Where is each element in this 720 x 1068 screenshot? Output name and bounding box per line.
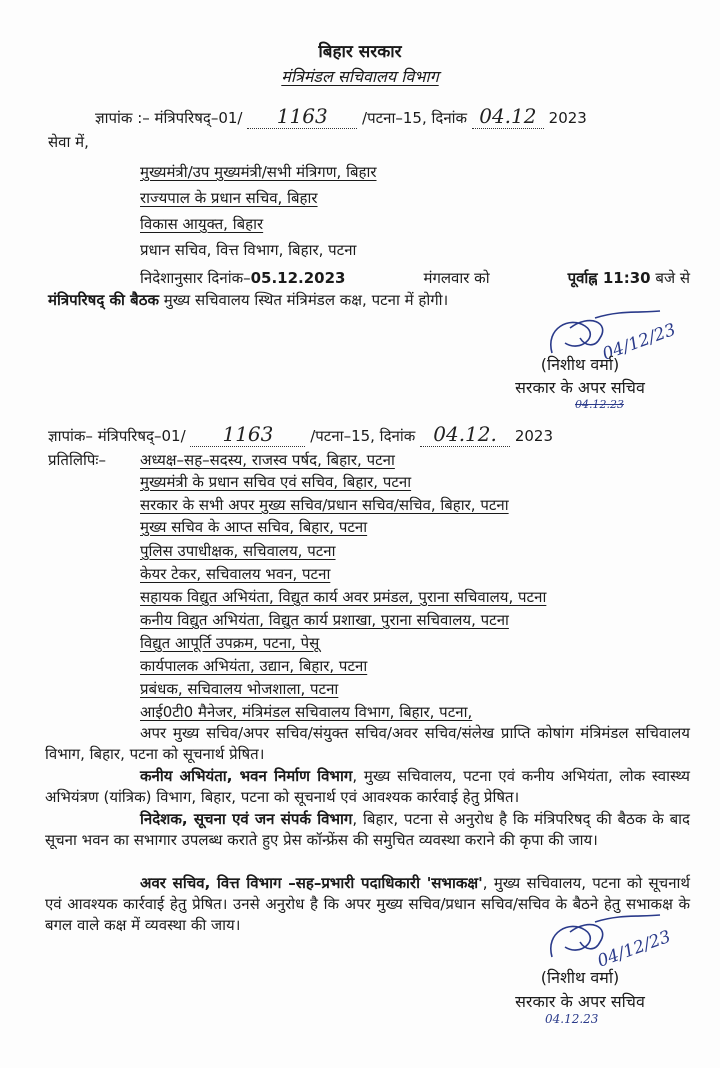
recipient: प्रधान सचिव, वित्त विभाग, बिहार, पटना (140, 241, 357, 259)
signatory-name: (निशीथ वर्मा) (540, 968, 620, 987)
copy-item: सरकार के सभी अपर मुख्य सचिव/प्रधान सचिव/सचिव, बिहार, पटना (140, 496, 509, 514)
signatory-name: (निशीथ वर्मा) (540, 355, 620, 374)
memo-mid: /पटना–15, दिनांक (310, 427, 416, 445)
initial-date: 04.12.23 (575, 398, 624, 411)
copy-label: प्रतिलिपिः– (48, 451, 106, 469)
memo-number: 1163 (222, 422, 274, 446)
government-title: बिहार सरकार (318, 42, 402, 62)
meeting-date: 05.12.2023 (250, 269, 346, 287)
svg-text:04/12/23: 04/12/23 (599, 319, 679, 365)
paragraph: निदेशक, सूचना एवं जन संपर्क विभाग, बिहार, पटना से अनुरोध है कि मंत्रिपरिषद् की बैठक के बाद सूचना भवन का सभागार उपलब्ध कराते हुए प्रेस कॉन्फ्रेंस की समुचित व्यवस्था कराने की कृपा की जाय। (45, 810, 691, 849)
recipient: राज्यपाल के प्रधान सचिव, बिहार (140, 189, 318, 207)
copy-item: विद्युत आपूर्ति उपक्रम, पटना, पेसू (140, 634, 320, 652)
initial-date: 04.12.23 (545, 1012, 599, 1026)
copy-item: अध्यक्ष–सह–सदस्य, राजस्व पर्षद, बिहार, पटना (140, 451, 395, 469)
paragraph: अवर सचिव, वित्त विभाग –सह–प्रभारी पदाधिकारी 'सभाकक्ष', मुख्य सचिवालय, पटना को सूचनार्थ एवं आवश्यक कार्रवाई हेतु प्रेषित। उनसे अनुरोध है कि अपर मुख्य सचिव/प्रधान सचिव/सचिव के बैठने हेतु सभाकक्ष के बगल वाले कक्ष में व्यवस्था की जाय। (45, 874, 691, 934)
signatory-designation: सरकार के अपर सचिव (515, 378, 645, 397)
memo-year: 2023 (514, 427, 554, 445)
signature-icon (540, 912, 690, 972)
paragraph: कनीय अभियंता, भवन निर्माण विभाग, मुख्य सचिवालय, पटना एवं कनीय अभियंता, लोक स्वास्थ्य अभियंत्रण (यांत्रिक) विभाग, बिहार, पटना को सूचनार्थ एवं आवश्यक कार्रवाई हेतु प्रेषित। (45, 767, 690, 806)
memo-reference-2 (48, 424, 553, 447)
memo-prefix: ज्ञापांक :– मंत्रिपरिषद्–01/ (95, 109, 243, 127)
memo-mid: /पटना–15, दिनांक (362, 109, 468, 127)
svg-text:04/12/23: 04/12/23 (594, 926, 674, 972)
memo-date: 04.12 (479, 104, 537, 128)
memo-number: 1163 (276, 104, 328, 128)
recipient: मुख्यमंत्री/उप मुख्यमंत्री/सभी मंत्रिगण, बिहार (140, 163, 377, 181)
copy-item: मुख्यमंत्री के प्रधान सचिव एवं सचिव, बिहार, पटना (140, 473, 412, 491)
salutation: सेवा में, (48, 133, 89, 151)
meeting-time: पूर्वाह्न 11:30 (567, 269, 651, 287)
notice-line-1: निदेशानुसार दिनांक–05.12.2023 मंगलवार को पूर्वाह्न 11:30 बजे से (140, 269, 690, 287)
copy-item: कार्यपालक अभियंता, उद्यान, बिहार, पटना (140, 657, 368, 675)
recipient: विकास आयुक्त, बिहार (140, 215, 264, 233)
department-subtitle: मंत्रिमंडल सचिवालय विभाग (281, 67, 439, 86)
memo-reference-1 (95, 106, 587, 129)
copy-item: पुलिस उपाधीक्षक, सचिवालय, पटना (140, 542, 336, 560)
copy-item: मुख्य सचिव के आप्त सचिव, बिहार, पटना (140, 518, 368, 536)
notice-line-2: मंत्रिपरिषद् की बैठक मुख्य सचिवालय स्थित मंत्रिमंडल कक्ष, पटना में होगी। (48, 291, 449, 309)
memo-date: 04.12. (433, 422, 497, 446)
paragraph: अपर मुख्य सचिव/अपर सचिव/संयुक्त सचिव/अवर सचिव/संलेख प्राप्ति कोषांग मंत्रिमंडल सचिवालय विभाग, बिहार, पटना को सूचनार्थ प्रेषित। (45, 724, 690, 763)
copy-item: कनीय विद्युत अभियंता, विद्युत कार्य प्रशाखा, पुराना सचिवालय, पटना (140, 611, 509, 629)
copy-item: प्रबंधक, सचिवालय भोजशाला, पटना (140, 680, 339, 698)
memo-prefix: ज्ञापांक– मंत्रिपरिषद्–01/ (48, 427, 186, 445)
copy-item: आई0टी0 मैनेजर, मंत्रिमंडल सचिवालय विभाग, बिहार, पटना, (140, 703, 473, 721)
signatory-designation: सरकार के अपर सचिव (515, 992, 645, 1011)
copy-item: सहायक विद्युत अभियंता, विद्युत कार्य अवर प्रमंडल, पुराना सचिवालय, पटना (140, 588, 547, 606)
memo-year: 2023 (548, 109, 587, 127)
copy-item: केयर टेकर, सचिवालय भवन, पटना (140, 565, 331, 583)
